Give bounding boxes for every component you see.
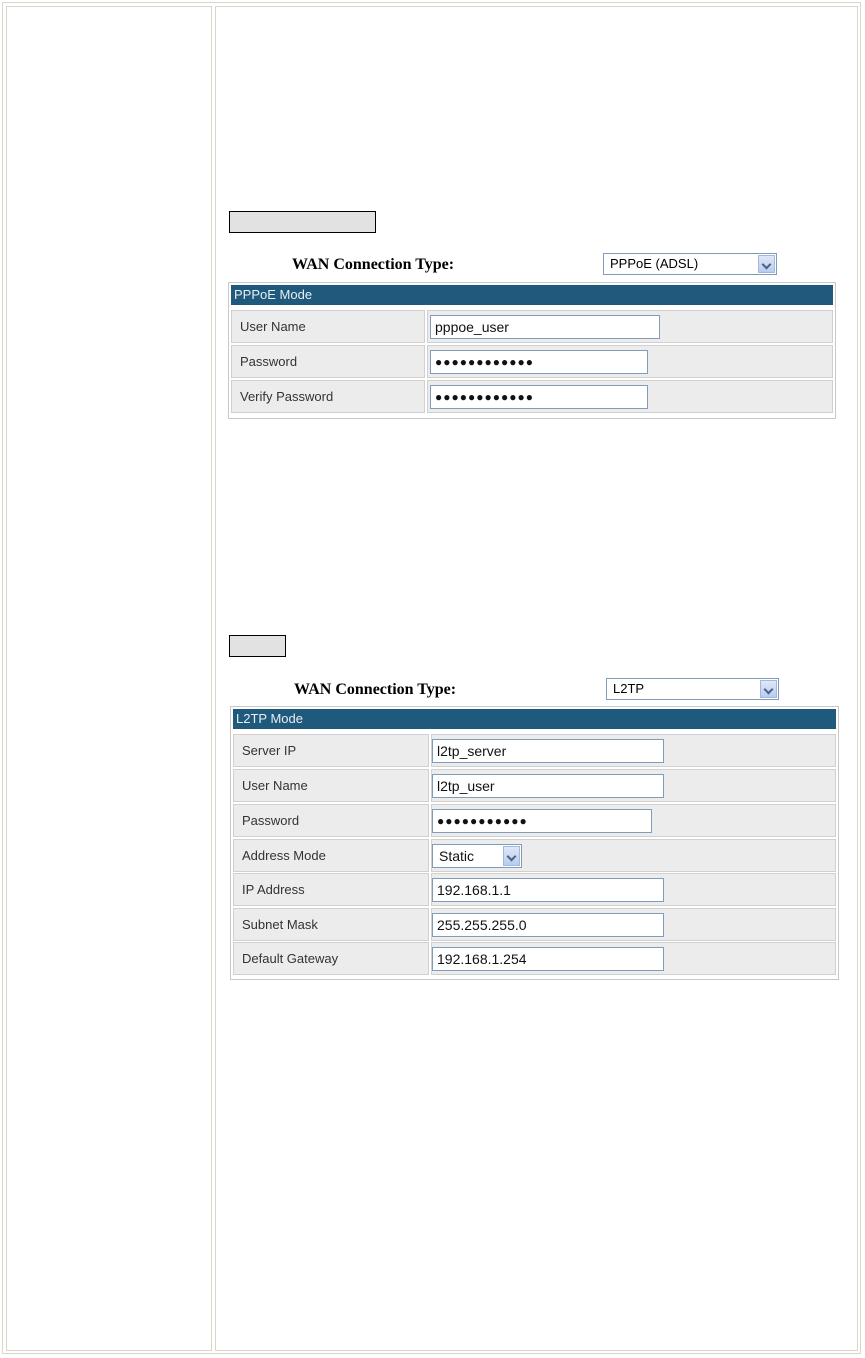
address-mode-value: Static [439, 848, 475, 864]
panel-header: PPPoE Mode [231, 285, 833, 305]
form-row [233, 769, 836, 802]
field-cell [427, 345, 833, 378]
form-row [233, 908, 836, 941]
panel-header: L2TP Mode [233, 709, 836, 729]
pppoe-mode-panel [228, 282, 836, 419]
wan-connection-type-value: PPPoE (ADSL) [610, 256, 699, 271]
ip-address-input[interactable]: 192.168.1.1 [432, 878, 664, 902]
default-gateway-input[interactable]: 192.168.1.254 [432, 947, 664, 971]
wan-connection-type-select[interactable] [603, 253, 777, 275]
field-label: Password [231, 345, 425, 378]
password-input[interactable]: ●●●●●●●●●●●● [430, 350, 648, 374]
chevron-down-icon[interactable] [760, 680, 777, 698]
field-label: Password [233, 804, 429, 837]
wan-connection-type-select[interactable] [606, 678, 779, 700]
wan-connection-type-label: WAN Connection Type: [294, 681, 457, 698]
form-row [231, 345, 833, 378]
form-row [233, 942, 836, 975]
form-row [233, 804, 836, 837]
l2tp-mode-panel [230, 706, 839, 980]
field-label: Verify Password [231, 380, 425, 413]
field-label: User Name [231, 310, 425, 343]
pppoe-section-label [229, 211, 376, 233]
verify-password-input[interactable]: ●●●●●●●●●●●● [430, 385, 648, 409]
field-label: IP Address [233, 873, 429, 906]
user-name-input[interactable]: pppoe_user [430, 315, 660, 339]
chevron-down-icon[interactable] [503, 846, 520, 866]
wan-connection-type-label: WAN Connection Type: [292, 256, 455, 273]
field-cell [431, 734, 836, 767]
field-label: Subnet Mask [233, 908, 429, 941]
server-ip-input[interactable]: l2tp_server [432, 739, 664, 763]
field-cell [431, 873, 836, 906]
field-cell [431, 769, 836, 802]
form-row [231, 380, 833, 413]
field-cell [427, 310, 833, 343]
form-row [231, 310, 833, 343]
field-label: Default Gateway [233, 942, 429, 975]
form-row [233, 734, 836, 767]
left-column [6, 6, 212, 1351]
wan-connection-type-value: L2TP [613, 681, 645, 696]
field-cell [427, 380, 833, 413]
field-cell [431, 908, 836, 941]
user-name-input[interactable]: l2tp_user [432, 774, 664, 798]
subnet-mask-input[interactable]: 255.255.255.0 [432, 913, 664, 937]
l2tp-section-label [229, 635, 286, 657]
chevron-down-icon[interactable] [758, 255, 775, 273]
field-cell [431, 942, 836, 975]
field-label: Server IP [233, 734, 429, 767]
field-cell [431, 804, 836, 837]
field-label: User Name [233, 769, 429, 802]
address-mode-select[interactable] [432, 844, 522, 868]
field-cell [431, 839, 836, 872]
field-label: Address Mode [233, 839, 429, 872]
form-row [233, 873, 836, 906]
password-input[interactable]: ●●●●●●●●●●● [432, 809, 652, 833]
form-row [233, 839, 836, 872]
